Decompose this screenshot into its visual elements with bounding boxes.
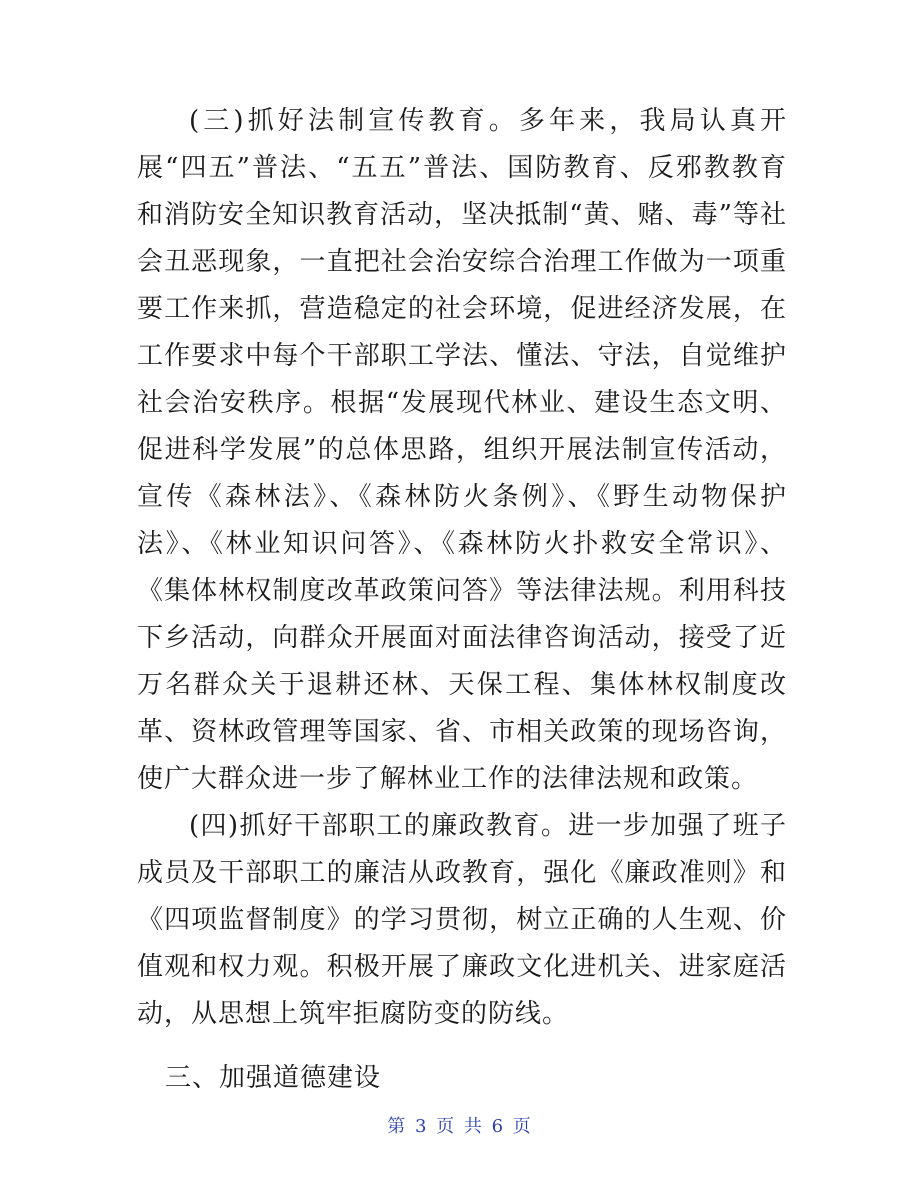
paragraph-integrity-education: (四)抓好干部职工的廉政教育。进一步加强了班子成员及干部职工的廉洁从政教育，强化《廉政准则》和《四项监督制度》的学习贯彻，树立正确的人生观、价值观和权力观。积极开展了廉政文化进机关、进家庭活动，从思想上筑牢拒腐防变的防线。 (137, 811, 787, 1029)
section-heading: 三、加强道德建设 (165, 1063, 382, 1093)
document-body (137, 98, 787, 1102)
paragraph-legal-education: (三)抓好法制宣传教育。多年来，我局认真开展“四五”普法、“五五”普法、国防教育、反邪教教育和消防安全知识教育活动，坚决抵制“黄、赌、毒”等社会丑恶现象，一直把社会治安综合治理工作做为一项重要工作来抓，营造稳定的社会环境，促进经济发展，在工作要求中每个干部职工学法、懂法、守法，自觉维护社会治安秩序。根据“发展现代林业、建设生态文明、促进科学发展”的总体思路，组织开展法制宣传活动，宣传《森林法》、《森林防火条例》、《野生动物保护法》、《林业知识问答》、《森林防火扑救安全常识》、《集体林权制度改革政策问答》等法律法规。利用科技下乡活动，向群众开展面对面法律咨询活动，接受了近万名群众关于退耕还林、天保工程、集体林权制度改革、资林政管理等国家、省、市相关政策的现场咨询，使广大群众进一步了解林业工作的法律法规和政策。 (137, 106, 787, 794)
page-footer: 第 3 页 共 6 页 (387, 1116, 533, 1137)
